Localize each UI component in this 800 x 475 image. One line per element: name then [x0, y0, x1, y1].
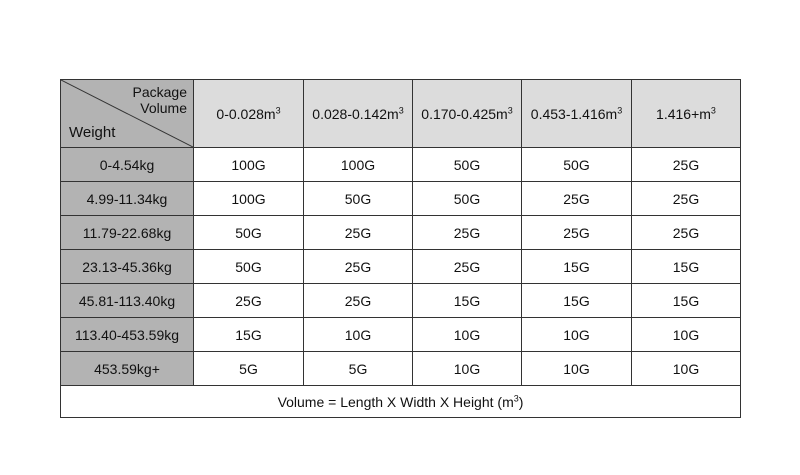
table-cell: 25G [632, 182, 741, 216]
table-cell: 10G [632, 318, 741, 352]
volume-formula-note: Volume = Length X Width X Height $(m^3)$ [61, 386, 741, 418]
table-cell: 25G [194, 284, 304, 318]
table-row [61, 148, 741, 182]
row-label: 0-4.54kg [61, 148, 194, 182]
table-cell: 5G [194, 352, 304, 386]
column-header: $1.416+m^3$ [632, 80, 741, 148]
row-label: 23.13-45.36kg [61, 250, 194, 284]
table-cell: 15G [632, 250, 741, 284]
table-cell: 25G [304, 284, 413, 318]
table-cell: 25G [413, 216, 522, 250]
corner-package-text: Package [132, 84, 187, 100]
table-row [61, 352, 741, 386]
table-row [61, 284, 741, 318]
table-cell: 10G [632, 352, 741, 386]
row-label: 113.40-453.59kg [61, 318, 194, 352]
table-cell: 100G [194, 148, 304, 182]
table-row [61, 182, 741, 216]
table-cell: 50G [413, 148, 522, 182]
table-cell: 15G [522, 250, 632, 284]
table-cell: 50G [413, 182, 522, 216]
table-cell: 25G [304, 250, 413, 284]
table-cell: 10G [413, 352, 522, 386]
footer-row [61, 386, 741, 418]
row-label: 11.79-22.68kg [61, 216, 194, 250]
table-cell: 50G [304, 182, 413, 216]
column-header: $0.028-0.142m^3$ [304, 80, 413, 148]
row-label: 453.59kg+ [61, 352, 194, 386]
table-cell: 15G [413, 284, 522, 318]
table-cell: 25G [632, 216, 741, 250]
table-cell: 10G [413, 318, 522, 352]
table-cell: 15G [522, 284, 632, 318]
column-header: $0.453-1.416m^3$ [522, 80, 632, 148]
table-cell: 100G [304, 148, 413, 182]
table-row [61, 250, 741, 284]
column-header: $0.170-0.425m^3$ [413, 80, 522, 148]
corner-weight-label: Weight [69, 124, 116, 141]
table-cell: 50G [522, 148, 632, 182]
table-cell: 15G [194, 318, 304, 352]
table-cell: 10G [522, 352, 632, 386]
table-cell: 10G [304, 318, 413, 352]
corner-header-cell [61, 80, 194, 148]
corner-volume-label [133, 84, 187, 116]
table-cell: 10G [522, 318, 632, 352]
table-cell: 25G [522, 182, 632, 216]
table-cell: 25G [413, 250, 522, 284]
row-label: 45.81-113.40kg [61, 284, 194, 318]
volume-weight-table [60, 79, 741, 418]
header-row [61, 80, 741, 148]
row-label: 4.99-11.34kg [61, 182, 194, 216]
table-cell: 5G [304, 352, 413, 386]
table-row [61, 216, 741, 250]
table-cell: 100G [194, 182, 304, 216]
table-cell: 25G [522, 216, 632, 250]
table-cell: 25G [632, 148, 741, 182]
corner-volume-text: Volume [140, 100, 187, 116]
column-header: $0-0.028m^3$ [194, 80, 304, 148]
table-cell: 25G [304, 216, 413, 250]
table-cell: 50G [194, 216, 304, 250]
table-cell: 15G [632, 284, 741, 318]
table-row [61, 318, 741, 352]
table-cell: 50G [194, 250, 304, 284]
